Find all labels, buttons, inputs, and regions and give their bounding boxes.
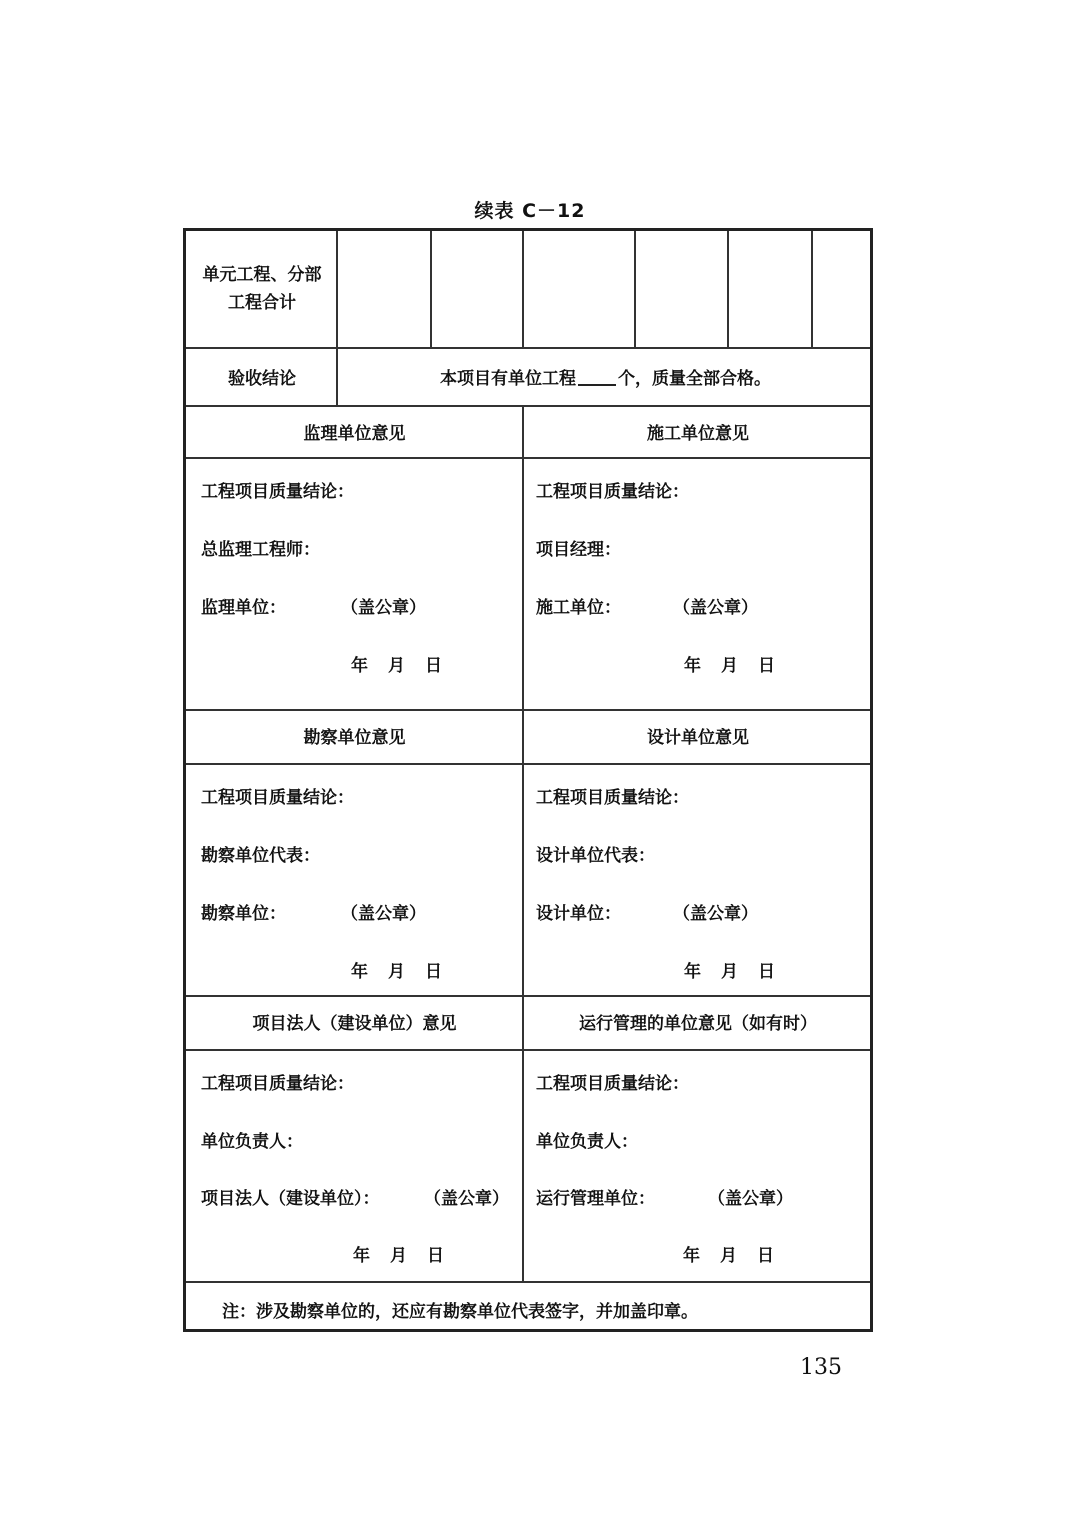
survey-unit-label: 勘察单位： xyxy=(201,904,286,924)
date-year: 年 xyxy=(683,1246,700,1266)
date-year: 年 xyxy=(353,1246,370,1266)
acceptance-conclusion xyxy=(338,347,873,405)
acceptance-form-table xyxy=(183,228,873,1332)
unit-leader-label: 单位负责人： xyxy=(536,1132,638,1152)
date-month: 月 xyxy=(720,1246,737,1266)
acceptance-text-before: 本项目有单位工程 xyxy=(440,368,576,389)
row-divider xyxy=(186,1049,870,1051)
date-month: 月 xyxy=(721,962,738,982)
summary-row-label xyxy=(186,231,338,347)
date-line xyxy=(351,957,442,982)
seal-note: （盖公章） xyxy=(341,904,426,924)
summary-column-divider xyxy=(522,231,524,347)
survey-representative-label: 勘察单位代表： xyxy=(201,846,320,866)
date-day: 日 xyxy=(758,656,775,676)
date-day: 日 xyxy=(427,1246,444,1266)
date-day: 日 xyxy=(758,962,775,982)
quality-conclusion-label: 工程项目质量结论： xyxy=(201,788,354,808)
date-line xyxy=(684,957,775,982)
summary-column-divider xyxy=(811,231,813,347)
acceptance-label: 验收结论 xyxy=(228,368,296,389)
supervision-unit-label: 监理单位： xyxy=(201,598,286,618)
quality-conclusion-label: 工程项目质量结论： xyxy=(201,482,354,502)
survey-opinion-header: 勘察单位意见 xyxy=(303,727,406,748)
construction-unit-label: 施工单位： xyxy=(536,598,621,618)
chief-supervisor-label: 总监理工程师： xyxy=(201,540,320,560)
seal-note: （盖公章） xyxy=(341,598,426,618)
project-manager-label: 项目经理： xyxy=(536,540,621,560)
quality-conclusion-label: 工程项目质量结论： xyxy=(536,1074,689,1094)
summary-label-line1: 单元工程、分部 xyxy=(202,265,322,285)
date-line xyxy=(353,1241,444,1266)
date-line xyxy=(683,1241,774,1266)
date-line xyxy=(684,651,775,676)
operation-unit-opinion-header: 运行管理的单位意见（如有时） xyxy=(579,1013,817,1034)
opinion-center-divider xyxy=(522,405,524,1281)
date-line xyxy=(351,651,442,676)
date-month: 月 xyxy=(388,962,405,982)
operation-unit-label: 运行管理单位： xyxy=(536,1189,655,1209)
date-month: 月 xyxy=(390,1246,407,1266)
unit-leader-label: 单位负责人： xyxy=(201,1132,303,1152)
date-day: 日 xyxy=(757,1246,774,1266)
row-divider xyxy=(186,1281,870,1283)
quality-conclusion-label: 工程项目质量结论： xyxy=(536,788,689,808)
design-representative-label: 设计单位代表： xyxy=(536,846,655,866)
date-year: 年 xyxy=(684,656,701,676)
quality-conclusion-label: 工程项目质量结论： xyxy=(201,1074,354,1094)
design-unit-label: 设计单位： xyxy=(536,904,621,924)
footnote: 注：涉及勘察单位的，还应有勘察单位代表签字，并加盖印章。 xyxy=(222,1302,698,1322)
date-day: 日 xyxy=(425,962,442,982)
seal-note: （盖公章） xyxy=(708,1189,793,1209)
project-owner-opinion-header: 项目法人（建设单位）意见 xyxy=(252,1013,457,1034)
row-divider xyxy=(186,763,870,765)
seal-note: （盖公章） xyxy=(424,1189,509,1209)
summary-column-divider xyxy=(430,231,432,347)
seal-note: （盖公章） xyxy=(673,598,758,618)
date-month: 月 xyxy=(721,656,738,676)
summary-column-divider xyxy=(634,231,636,347)
row-divider xyxy=(186,457,870,459)
project-owner-label: 项目法人（建设单位）： xyxy=(201,1189,380,1209)
summary-label-line2: 工程合计 xyxy=(228,293,296,313)
supervision-opinion-header: 监理单位意见 xyxy=(303,423,406,444)
quality-conclusion-label: 工程项目质量结论： xyxy=(536,482,689,502)
date-year: 年 xyxy=(351,962,368,982)
date-year: 年 xyxy=(351,656,368,676)
acceptance-text-after: 个，质量全部合格。 xyxy=(618,368,771,389)
date-year: 年 xyxy=(684,962,701,982)
summary-column-divider xyxy=(727,231,729,347)
summary-column-divider xyxy=(336,231,338,347)
date-month: 月 xyxy=(388,656,405,676)
unit-count-blank[interactable] xyxy=(578,366,616,386)
construction-opinion-header: 施工单位意见 xyxy=(647,423,749,444)
design-opinion-header: 设计单位意见 xyxy=(647,727,749,748)
date-day: 日 xyxy=(425,656,442,676)
table-title: 续表 C－12 xyxy=(474,200,586,222)
page-number: 135 xyxy=(800,1355,842,1380)
seal-note: （盖公章） xyxy=(673,904,758,924)
